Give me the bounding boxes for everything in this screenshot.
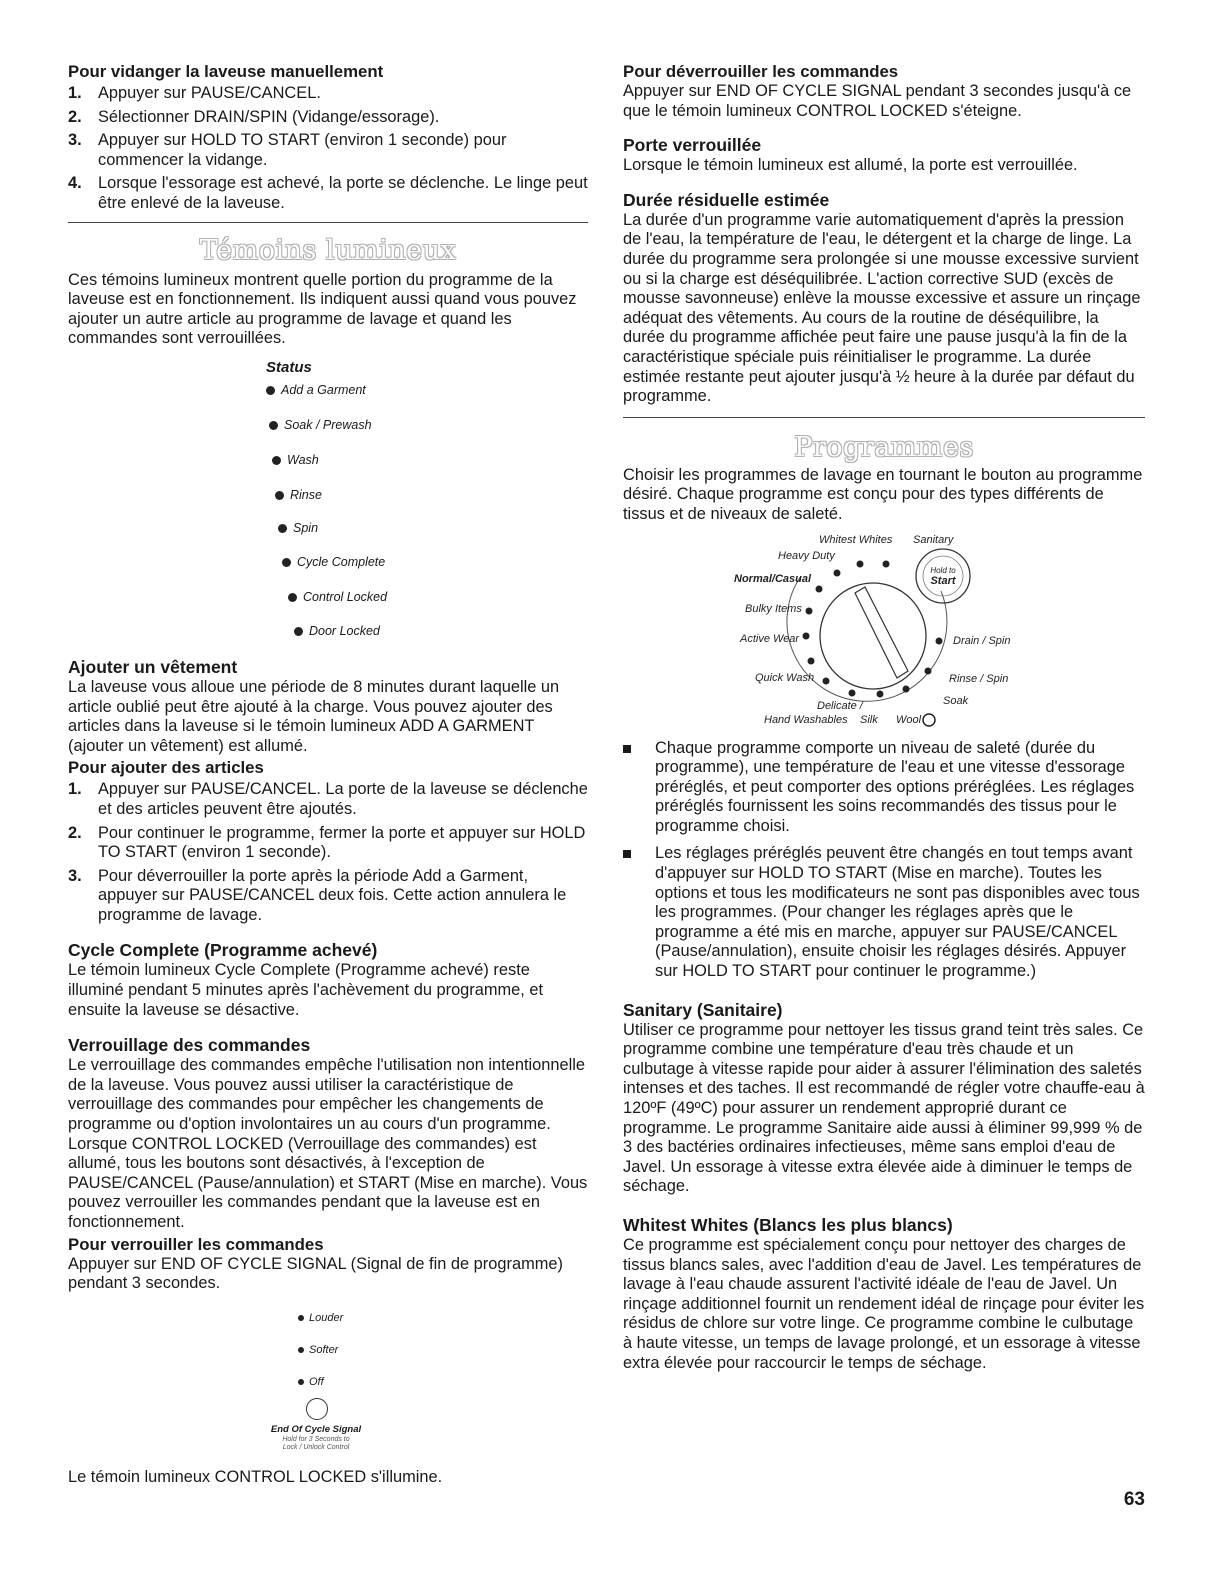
list-item: 1. Appuyer sur PAUSE/CANCEL. <box>68 84 321 102</box>
status-rinse: Rinse <box>275 488 322 502</box>
indicator-dot-icon <box>298 1379 304 1385</box>
programmes-intro: Choisir les programmes de lavage en tournant le bouton au programme désiré. Chaque programme est conçu pour des types différents de tissus et de niveaux de saleté. <box>623 465 1143 523</box>
list-item: 3. Appuyer sur HOLD TO START (environ 1 seconde) pour commencer la vidange. <box>68 131 507 169</box>
signal-off: Off <box>298 1376 324 1388</box>
cycle-dial-figure <box>623 531 1145 731</box>
status-door-locked: Door Locked <box>294 624 380 638</box>
left-column <box>68 62 588 1487</box>
dial-dot <box>877 690 884 697</box>
status-soak-prewash: Soak / Prewash <box>269 418 372 432</box>
end-of-cycle-signal-panel <box>68 1304 588 1464</box>
indicator-dot-icon <box>288 593 297 602</box>
status-spin: Spin <box>278 521 318 535</box>
signal-caption-1: Hold for 3 Seconds to <box>282 1435 350 1443</box>
list-item: 2. Sélectionner DRAIN/SPIN (Vidange/essorage). <box>68 107 440 126</box>
closing-text: Le témoin lumineux CONTROL LOCKED s'illumine. <box>68 1467 443 1486</box>
indicator-dot-icon <box>272 456 281 465</box>
status-control-locked: Control Locked <box>288 590 387 604</box>
label-bulky-items: Bulky Items <box>745 602 802 615</box>
sanitary-text: Utiliser ce programme pour nettoyer les tissus grand teint très sales. Ce programme combine une température d'eau très chaude et un culbutage à vitesse rapide pour aider à assurer l'élimination des saletés intenses et des taches. Il est recommandé de régler votre chauffe-eau à 120ºF (49ºC) pour assurer un rendement approprié durant ce programme. Le programme Sanitaire aide aussi à éliminer 99,999 % de 3 des bactéries ordinaires infectieuses, même sans emploi d'eau de Javel. Un essorage à vitesse extra élevée aide à diminuer le temps de séchage. <box>623 1020 1145 1196</box>
status-cycle-complete: Cycle Complete <box>282 555 385 569</box>
verrouillage-heading: Verrouillage des commandes <box>68 1035 311 1056</box>
ajouter-heading: Ajouter un vêtement <box>68 656 238 677</box>
verrouiller-subheading: Pour verrouiller les commandes <box>68 1234 324 1254</box>
porte-text: Lorsque le témoin lumineux est allumé, la porte est verrouillée. <box>623 156 1078 175</box>
dial-dot <box>925 667 932 674</box>
list-item: 2. Pour continuer le programme, fermer la porte et appuyer sur HOLD TO START (environ 1 seconde). <box>68 823 586 862</box>
list-item: 3. Pour déverrouiller la porte après la période Add a Garment, appuyer sur PAUSE/CANCEL deux fois. Cette action annulera le programme de lavage. <box>68 866 567 924</box>
label-hand-washables: Hand Washables <box>764 713 848 726</box>
dial-dot <box>816 585 823 592</box>
bullet-square-icon <box>623 745 631 753</box>
indicator-dot-icon <box>294 627 303 636</box>
sanitary-heading: Sanitary (Sanitaire) <box>623 999 783 1020</box>
dial-knob[interactable] <box>820 583 926 689</box>
duree-text: La durée d'un programme varie automatiquement d'après la pression de l'eau, la température de l'eau, le détergent et la charge de linge. La durée du programme sera prolongée si une mousse excessive survient ou si la charge est déséquilibrée. L'action corrective SUD (excès de mousse savonneuse) enlève la mousse excessive et assure un rinçage adéquat des vêtements. Au cours de la routine de déséquilibre, la durée du programme affichée peut faire une pause jusqu'à la fin de la caractéristique spéciale puis réinitialiser le programme. La durée estimée restante peut ajouter jusqu'à ½ heure à la durée par défaut du programme. <box>623 210 1141 406</box>
dial-dot <box>823 677 830 684</box>
label-drain-spin: Drain / Spin <box>953 634 1011 647</box>
label-heavy-duty: Heavy Duty <box>778 549 835 562</box>
programme-bullets <box>623 739 1145 982</box>
section-title-programmes: Programmes <box>794 431 974 463</box>
label-wool: Wool <box>896 713 922 726</box>
bullet-square-icon <box>623 850 631 858</box>
signal-caption-2: Lock / Unlock Control <box>282 1443 350 1451</box>
whitest-text: Ce programme est spécialement conçu pour nettoyer des charges de tissus blancs sales, avec l'addition d'eau de Javel. Les températures de lavage à l'eau chaude assurent l'activité idéale de l'eau de Javel. Un rinçage additionnel fournit un rendement idéal de rinçage pour éviter les résidus de chlore sur votre linge. Ce programme combine le culbutage à haute vitesse, un temps de lavage prolongé, et un essorage à vitesse extra élevée pour raccourcir le temps de séchage. <box>623 1235 1145 1372</box>
cycle-complete-heading: Cycle Complete (Programme achevé) <box>68 940 378 961</box>
status-panel <box>68 359 588 647</box>
dial-dot <box>857 560 864 567</box>
dial-dot <box>936 637 943 644</box>
dial-dot <box>806 607 813 614</box>
label-quick-wash: Quick Wash <box>755 671 815 684</box>
indicator-dot-icon <box>278 524 287 533</box>
ajouter-subheading: Pour ajouter des articles <box>68 758 264 778</box>
ajouter-steps <box>68 780 588 925</box>
indicator-dot-icon <box>298 1347 304 1353</box>
dial-dot <box>849 689 856 696</box>
label-silk: Silk <box>860 713 878 726</box>
divider <box>68 222 588 223</box>
list-item: 1. Appuyer sur PAUSE/CANCEL. La porte de la laveuse se déclenche et des articles peuvent être ajoutés. <box>68 780 588 818</box>
label-soak: Soak <box>943 694 969 707</box>
indicator-dot-icon <box>282 558 291 567</box>
status-wash: Wash <box>272 453 319 467</box>
label-delicate: Delicate / <box>817 699 863 712</box>
indicator-dot-icon <box>266 386 275 395</box>
label-whitest-whites: Whitest Whites <box>819 533 893 546</box>
section-title-temoins: Témoins lumineux <box>199 234 457 266</box>
knob-pointer-icon <box>855 587 908 678</box>
right-column <box>623 62 1145 1373</box>
whitest-heading: Whitest Whites (Blancs les plus blancs) <box>623 1214 953 1235</box>
indicator-dot-icon <box>275 491 284 500</box>
label-active-wear: Active Wear <box>740 632 800 645</box>
list-item: 4. Lorsque l'essorage est achevé, la porte se déclenche. Le linge peut être enlevé de la laveuse. <box>68 174 588 212</box>
dial-dot <box>883 560 890 567</box>
dial-dot <box>903 685 910 692</box>
signal-softer: Softer <box>298 1344 338 1356</box>
deverrouiller-text: Appuyer sur END OF CYCLE SIGNAL pendant 3 secondes jusqu'à ce que le témoin lumineux CONTROL LOCKED s'éteigne. <box>623 82 1132 120</box>
dial-dot <box>808 657 815 664</box>
cycle-dial-svg <box>623 531 1145 731</box>
temoins-intro: Ces témoins lumineux montrent quelle portion du programme de la laveuse est en fonctionnement. Ils indiquent aussi quand vous pouvez ajouter un autre article au programme de lavage et quand les commandes sont verrouillées. <box>68 270 577 348</box>
dial-dot <box>834 569 841 576</box>
list-item: Chaque programme comporte un niveau de saleté (durée du programme), une température de l'eau et une vitesse d'essorage préréglés, et peut comporter des options préréglées. Les réglages préréglés fournissent les soins recommandés des tissus pour le programme choisi. <box>623 739 1145 837</box>
indicator-dot-icon <box>298 1315 304 1321</box>
hold-to-label: Hold to <box>930 565 956 575</box>
drain-steps <box>68 84 588 214</box>
signal-title: End Of Cycle Signal <box>270 1423 362 1435</box>
dial-dot <box>803 632 810 639</box>
status-add-garment: Add a Garment <box>266 383 366 397</box>
signal-button[interactable] <box>306 1398 328 1420</box>
wool-mark-icon <box>923 714 935 726</box>
verrouillage-text: Le verrouillage des commandes empêche l'utilisation non intentionnelle de la laveuse. Vous pouvez aussi utiliser la caractéristique de verrouillage des commandes pour empêcher les changements de programme ou d'option involontaires un au cours d'un programme. Lorsque CONTROL LOCKED (Verrouillage des commandes) est allumé, tous les boutons sont désactivés, à l'exception de PAUSE/CANCEL (Pause/annulation) et START (Mise en marche). Vous pouvez verrouiller les commandes pendant que la laveuse est en fonctionnement. <box>68 1056 588 1231</box>
status-title: Status <box>266 358 312 376</box>
ajouter-text: La laveuse vous alloue une période de 8 minutes durant laquelle un article oublié peut être ajouté à la charge. Vous pouvez ajouter des articles dans la laveuse si le témoin lumineux ADD A GARMENT (ajouter un vêtement) est allumé. <box>68 677 560 755</box>
label-rinse-spin: Rinse / Spin <box>949 672 1009 685</box>
page-number: 63 <box>1123 1489 1145 1510</box>
indicator-dot-icon <box>269 421 278 430</box>
label-normal-casual: Normal/Casual <box>734 572 812 585</box>
verrouiller-text: Appuyer sur END OF CYCLE SIGNAL (Signal de fin de programme) pendant 3 secondes. <box>68 1254 563 1293</box>
divider <box>623 417 1145 418</box>
duree-heading: Durée résiduelle estimée <box>623 189 830 210</box>
drain-heading: Pour vidanger la laveuse manuellement <box>68 62 384 81</box>
signal-louder: Louder <box>298 1312 343 1324</box>
label-sanitary: Sanitary <box>913 533 954 546</box>
porte-heading: Porte verrouillée <box>623 135 762 156</box>
cycle-complete-text: Le témoin lumineux Cycle Complete (Programme achevé) reste illuminé pendant 5 minutes après l'achèvement du programme, et ensuite la laveuse se désactive. <box>68 961 544 1019</box>
start-label: Start <box>930 574 956 587</box>
deverrouiller-heading: Pour déverrouiller les commandes <box>623 62 899 81</box>
list-item: Les réglages préréglés peuvent être changés en tout temps avant d'appuyer sur HOLD TO START (Mise en marche). Toutes les options et tous les modificateurs ne sont pas disponibles avec tous les programmes. (Pour changer les réglages après que le programme a été mis en marche, appuyer sur PAUSE/CANCEL (Pause/annulation), ensuite choisir les réglages désirés. Appuyer sur HOLD TO START pour continuer le programme.) <box>623 844 1145 981</box>
